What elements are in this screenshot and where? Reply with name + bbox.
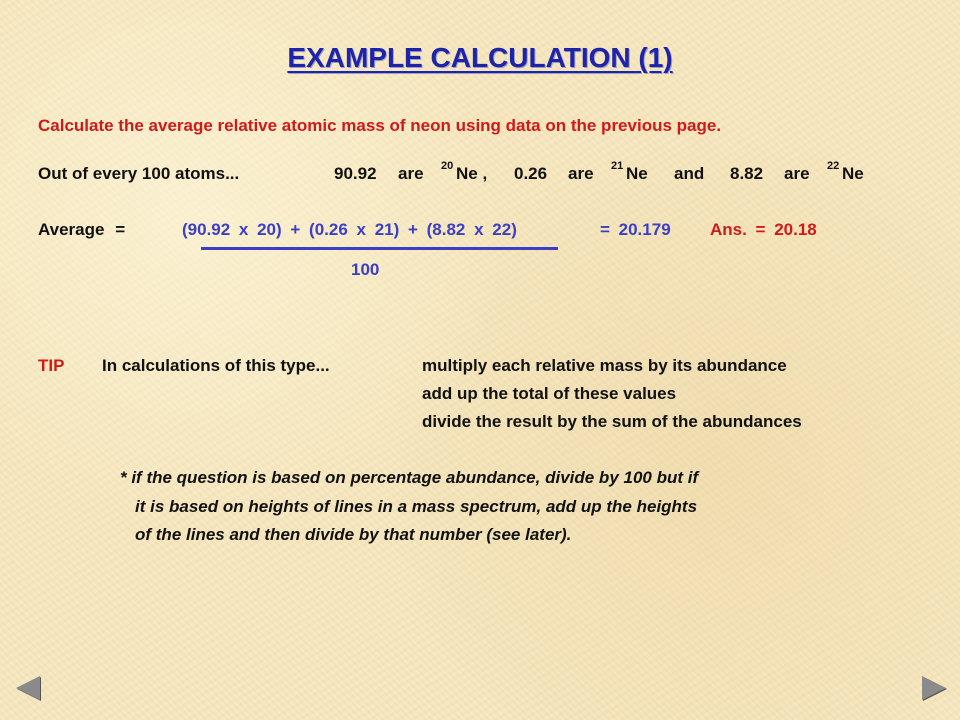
average-label: Average =: [38, 220, 126, 239]
isotope-21-are: are: [568, 164, 594, 183]
note-line: it is based on heights of lines in a mass spectrum, add up the heights: [135, 497, 698, 516]
atoms-intro: Out of every 100 atoms...: [38, 164, 240, 183]
average-denominator: 100: [351, 260, 380, 279]
answer-text: Ans. = 20.18: [710, 220, 817, 239]
isotope-22-mass: 22: [827, 160, 840, 172]
tip-label: TIP: [38, 356, 65, 375]
tip-step: divide the result by the sum of the abundances: [422, 412, 802, 431]
note-line: of the lines and then divide by that number (see later).: [135, 525, 572, 544]
question-text: Calculate the average relative atomic mass of neon using data on the previous page.: [38, 116, 722, 135]
isotope-20-value: 90.92: [334, 164, 377, 183]
isotope-20-are: are: [398, 164, 424, 183]
fraction-line: [201, 247, 558, 250]
note-line: * if the question is based on percentage abundance, divide by 100 but if: [120, 468, 699, 487]
isotope-20-symbol: Ne ,: [456, 164, 488, 183]
and-word: and: [674, 164, 705, 183]
isotope-20-mass: 20: [441, 160, 454, 172]
tip-step: multiply each relative mass by its abundance: [422, 356, 787, 375]
isotope-22-value: 8.82: [730, 164, 764, 183]
triangle-right-icon[interactable]: [922, 676, 946, 700]
isotope-21-symbol: Ne: [626, 164, 648, 183]
isotope-21-mass: 21: [611, 160, 624, 172]
tip-intro: In calculations of this type...: [102, 356, 330, 375]
isotope-22-are: are: [784, 164, 810, 183]
isotope-22-symbol: Ne: [842, 164, 864, 183]
tip-step: add up the total of these values: [422, 384, 677, 403]
average-numerator: (90.92 x 20) + (0.26 x 21) + (8.82 x 22): [182, 220, 517, 239]
isotope-21-value: 0.26: [514, 164, 548, 183]
triangle-left-icon[interactable]: [16, 676, 40, 700]
average-result: = 20.179: [600, 220, 671, 239]
slide-title: EXAMPLE CALCULATION (1): [287, 42, 673, 73]
